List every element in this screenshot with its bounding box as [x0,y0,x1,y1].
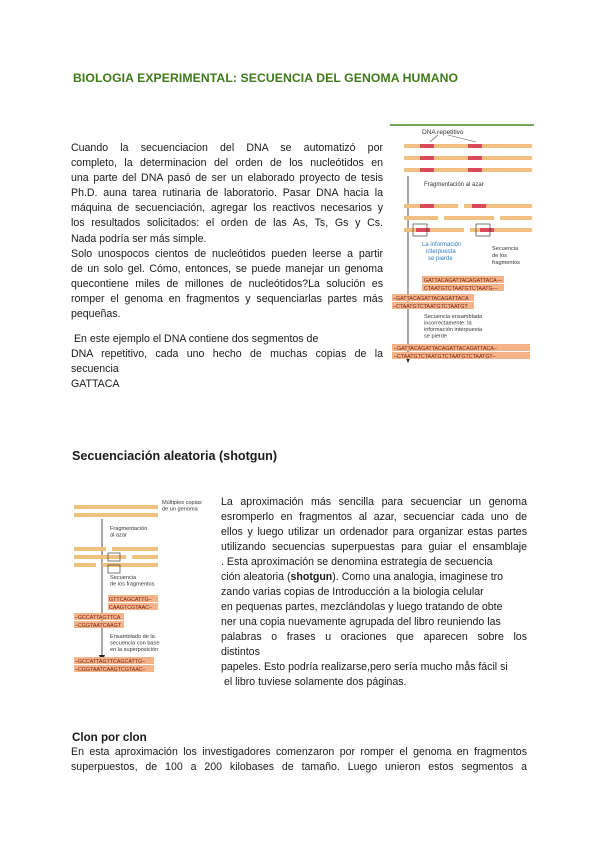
intro-line: romper el genoma en fragmentos y sequenciarlas partes más [71,292,383,305]
example-line: GATTACA [71,378,120,391]
dna-fragments [404,204,532,232]
intro-line: máquina de secuenciación, agregar los reactivos necesarios y [71,202,383,215]
assembled-sequence: –CTAATGTCTAATGTCTAATGTCTAATGT– [394,354,496,360]
fragment-sequence: CTAATGTCTAATGTCTAATG— [424,286,498,292]
example-line: En este ejemplo el DNA contiene dos segmentos de [71,333,319,345]
assembled-sequence: –CGGTAATCAAGTCGTAAC– [75,667,146,673]
shotgun-line: esromperlo en fragmentos al azar, secuenciar cada uno de [221,511,527,523]
fragment-sequence: GATTACAGATTACAGATTACA— [424,278,502,284]
shotgun-line: zando varias copias de Introducción a la biologia celular [221,586,484,598]
intro-line: Nada podría ser más simple. [71,232,207,245]
shotgun-line: ner una copia nuevamente agrupada del libro reuniendo las [221,616,501,628]
repeat-segment [468,156,482,160]
example-line: secuencia [71,363,119,376]
label-fragment-sequence: Secuencia de los fragmentos [492,246,520,266]
fragment [404,216,438,220]
label-fragmentation: Fragmentación al azar [110,526,148,539]
label-fragmentation [424,182,484,188]
shotgun-line: papeles. Esto podría realizarse,pero sería mucho mås fácil si [221,661,508,673]
repeat-segment [468,168,482,172]
dna-strand [74,513,158,517]
intro-line: Solo unospocos cientos de nucleótidos pueden leerse a partir [71,247,383,260]
repeat-segment [416,228,430,232]
text-fragment: ción aleatoria ( [221,571,291,583]
repeat-segment [420,168,434,172]
fragment-sequence: CAAGTCGTAAC– [109,605,152,611]
fragment-sequence: –CGGTAATCAAGT [75,623,122,629]
intro-line: Cuando la secuenciacion del DNA se automatizó por [71,142,383,154]
fragment-sequence: GTTCAGCATTG– [109,597,152,603]
label-genome-copies: Múltiples copias de un genoma [162,500,202,513]
repeat-segment [468,144,482,148]
fragment [500,216,532,220]
dna-fragments [74,547,158,567]
fragment [112,547,158,551]
repeat-segment [472,204,486,208]
pointer-line [430,135,438,142]
dna-strand [74,505,158,509]
section-heading-clon: Clon por clon [72,731,147,744]
bold-term-shotgun: shotgun [290,571,333,583]
intro-line: una parte del DNA pasó de ser un elaborado proyecto de tesis [71,172,383,185]
fragment [74,547,106,551]
example-line: DNA repetitivo, cada uno hecho de muchas copias de la [71,348,383,361]
shotgun-figure [72,497,210,675]
intro-line: completo, la determinacion del orden de los nucleótidos en [71,157,383,170]
label-info-lost: La información interpuesta se pierde [422,242,462,262]
fragment [74,555,126,559]
shotgun-line: . Esta aproximación se denomina estrategia de secuencia [221,556,493,568]
text-fragment: ). Como una analogia, imaginese tro [332,571,504,583]
label-misassembled: Secuencia ensamblada incorrectamente: la información interpuesta se pierde [424,314,483,340]
fragment-sequence: –CTAATGTCTAATGTCTAATGT [393,304,468,310]
shotgun-paragraph [221,495,527,690]
repeat-segment [420,156,434,160]
clon-line: superpuestos, de 100 a 200 kilobases de tamaño. Luego unieron estos segmentos a [71,761,527,774]
label-repetitive-dna: DNA repetitivo [422,129,464,136]
shotgun-line: el libro tuviese solamente dos páginas. [221,676,407,688]
assembled-sequence: –GATTACAGATTACAGATTACAGATTACA– [394,346,497,352]
intro-paragraph [71,141,383,322]
example-paragraph [71,332,383,392]
shotgun-line: ellos y luego utilizar un ordenador para organizar estas partes [221,526,527,538]
fragment-sequence: –GATTACAGATTACAGATTACA [393,296,469,302]
repeat-segment [420,144,434,148]
shotgun-line: distintos [221,646,260,658]
repeat-segment [420,204,434,208]
shotgun-line: palabras o frases u oraciones que aparecen sobre los [221,631,527,643]
fragment-sequence: –GCCATTAGTTCA [75,615,121,621]
pointer-line [448,135,476,142]
clon-paragraph [71,745,527,776]
shotgun-line: en pequenas partes, mezclándolas y luego tratando de obte [221,601,503,613]
page-title: BIOLOGIA EXPERIMENTAL: SECUENCIA DEL GENOMA HUMANO [73,71,459,85]
clon-line: En esta aproximación los investigadores comenzaron por romper el genoma en fragmentos [71,746,527,758]
fragment [132,555,158,559]
intro-line: Ph.D. auna tarea rutinaria de laboratorio. Pasar DNA hacia la [71,187,383,200]
assembled-sequence: –GCCATTAGTTCAGCATTG– [75,659,146,665]
shotgun-line-bold [221,570,527,585]
fragment [444,216,494,220]
intro-line: de un solo gel. Cómo, entonces, se puede manejar un genoma [71,262,383,275]
label-fragment-sequence: Secuencia de los fragmentos [110,575,155,588]
repetitive-dna-figure [388,120,536,368]
intro-line: quecontiene miles de millones de nucleótidos?La solución es [71,277,383,290]
shotgun-line: utilizando secuencias superpuestas para guiar el ensamblaje [221,541,527,553]
intro-line: pequeñas. [71,308,121,321]
intro-line: los resultados solicitados: el orden de las As, Ts, Gs y Cs. [71,217,383,230]
fragment [74,563,96,567]
repeat-segment [480,228,494,232]
label-assembly: Ensamblado de la secuencia con base en la superposición [110,634,160,653]
fragment [470,228,532,232]
shotgun-line: La aproximación más sencilla para secuenciar un genoma [221,496,527,508]
genome-copies [404,144,532,172]
section-heading-shotgun: Secuenciación aleatoria (shotgun) [72,449,278,463]
label-fragmentation-text: Fragmentación al azar [424,182,484,188]
